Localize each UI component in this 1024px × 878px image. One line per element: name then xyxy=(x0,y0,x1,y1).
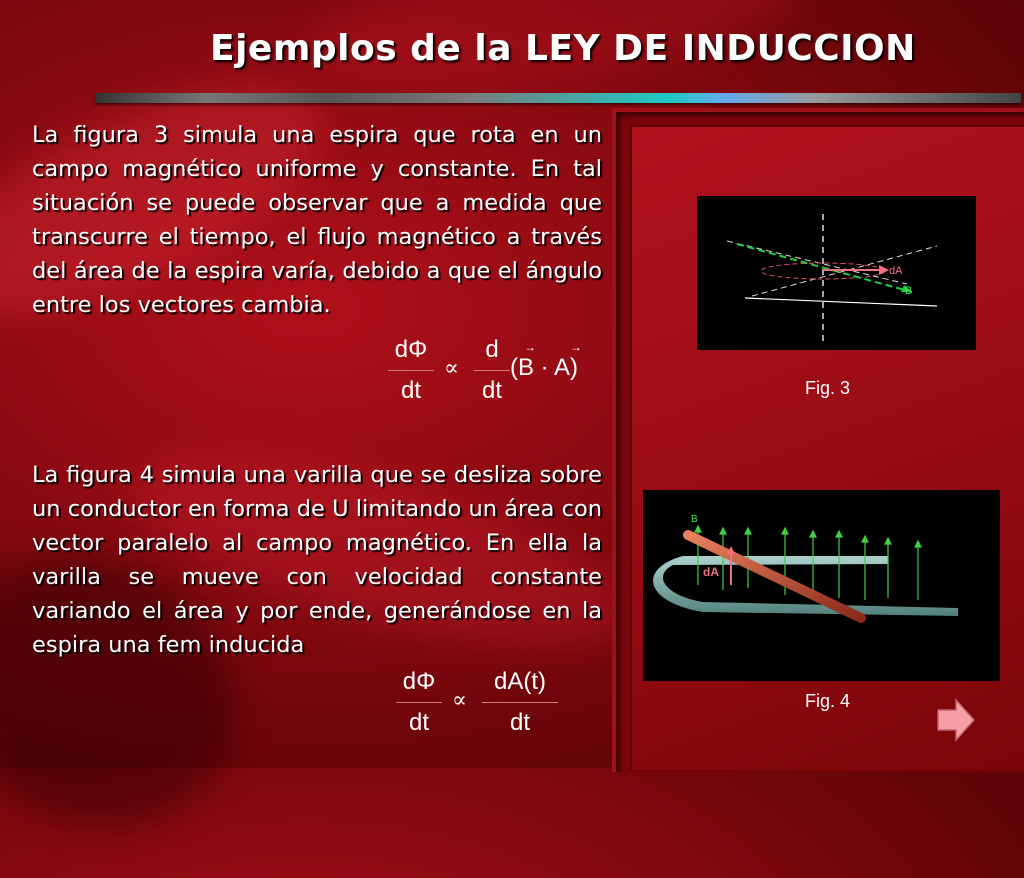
formula-numerator: dA(t) xyxy=(493,668,546,695)
formula-denominator: dt xyxy=(509,709,530,736)
formula-dot-product: (B · A) xyxy=(510,354,579,381)
vector-arrow-icon: → xyxy=(570,340,582,354)
fraction-bar xyxy=(482,702,558,703)
figure-3-caption: Fig. 3 xyxy=(805,378,851,398)
formula-numerator: dΦ xyxy=(402,668,436,695)
figure-3-rotating-loop xyxy=(697,196,976,350)
formula-flux-dot-product xyxy=(388,336,608,416)
paragraph-fig3: La figura 3 simula una espira que rota en un campo magnético uniforme y constante. En tal situación se puede observar que a medida que transcurre el tiempo, el flujo magnético a través del área de la espira varía, debido a que el ángulo entre los vectores cambia. xyxy=(32,122,602,318)
formula-denominator: dt xyxy=(481,377,502,404)
fig4-label-dA: dA xyxy=(703,565,719,579)
fraction-bar xyxy=(388,370,434,371)
fraction-bar xyxy=(396,702,442,703)
fig4-label-B: B xyxy=(691,514,698,525)
figure-4-sliding-rod xyxy=(643,490,1000,681)
paragraph-fig4: La figura 4 simula una varilla que se desliza sobre un conductor en forma de U limitando un área con vector paralelo al campo magnético. En ella la varilla se mueve con velocidad constante variando el área y por ende, generándose en la espira una fem inducida xyxy=(32,462,602,658)
proportional-symbol: ∝ xyxy=(444,356,459,381)
arrow-right-icon xyxy=(936,698,976,742)
fig3-label-dA: dA xyxy=(889,265,903,277)
formula-denominator: dt xyxy=(400,377,421,404)
proportional-symbol: ∝ xyxy=(452,688,467,713)
vector-arrow-icon: → xyxy=(524,340,536,354)
formula-denominator: dt xyxy=(408,709,429,736)
fig3-label-B: B xyxy=(905,285,913,297)
title-divider xyxy=(95,93,1021,103)
next-slide-button[interactable] xyxy=(936,698,976,742)
figure-4-caption: Fig. 4 xyxy=(805,691,851,711)
slide-title: Ejemplos de la LEY DE INDUCCION xyxy=(210,28,916,69)
formula-numerator: dΦ xyxy=(394,336,428,363)
formula-numerator: d xyxy=(485,336,499,363)
fraction-bar xyxy=(474,370,510,371)
formula-flux-area xyxy=(396,668,576,748)
